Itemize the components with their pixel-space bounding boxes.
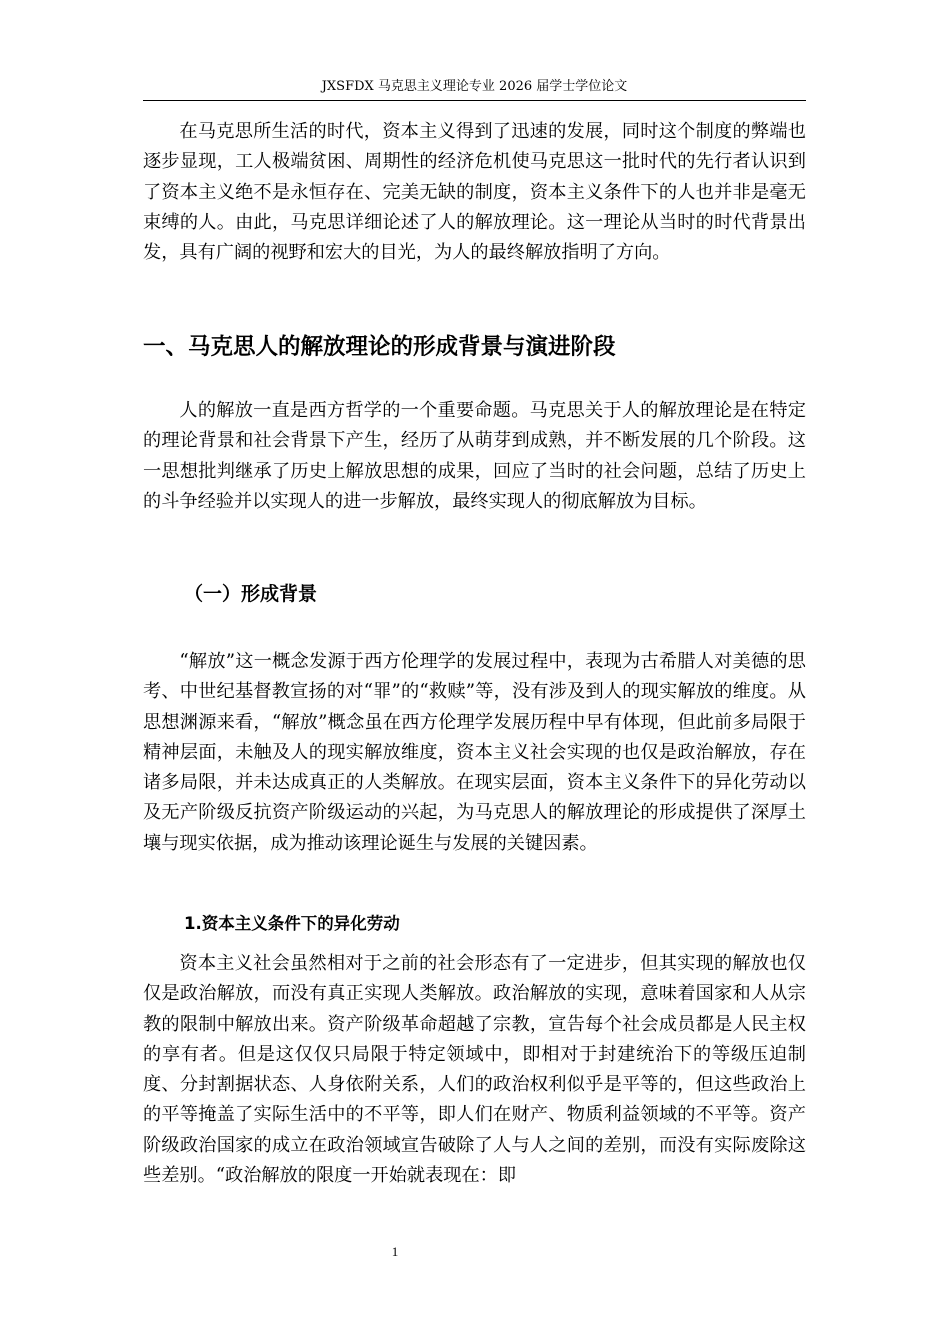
point-heading: 1.资本主义条件下的异化劳动 (184, 914, 400, 933)
subsection-heading: （一）形成背景 (184, 583, 318, 605)
intro-paragraph: 在马克思所生活的时代，资本主义得到了迅速的发展，同时这个制度的弊端也逐步显现，工人极端贫困、周期性的经济危机使马克思这一批时代的先行者认识到了资本主义绝不是永恒存在、完美无缺的制度，资本主义条件下的人也并非是毫无束缚的人。由此，马克思详细论述了人的解放理论。这一理论从当时的时代背景出发，具有广阔的视野和宏大的目光，为人的最终解放指明了方向。 (143, 121, 806, 264)
point-paragraph: 资本主义社会虽然相对于之前的社会形态有了一定进步，但其实现的解放也仅仅是政治解放，而没有真正实现人类解放。政治解放的实现，意味着国家和人从宗教的限制中解放出来。资产阶级革命超越了宗教，宣告每个社会成员都是人民主权的享有者。但是这仅仅只局限于特定领域中，即相对于封建统治下的等级压迫制度、分封割据状态、人身依附关系，人们的政治权利似乎是平等的，但这些政治上的平等掩盖了实际生活中的不平等，即人们在财产、物质利益领域的不平等。资产阶级政治国家的成立在政治领域宣告破除了人与人之间的差别，而没有实际废除这些差别。“政治解放的限度一开始就表现在：即 (143, 953, 806, 1187)
section-paragraph: 人的解放一直是西方哲学的一个重要命题。马克思关于人的解放理论是在特定的理论背景和社会背景下产生，经历了从萌芽到成熟，并不断发展的几个阶段。这一思想批判继承了历史上解放思想的成果，回应了当时的社会问题，总结了历史上的斗争经验并以实现人的进一步解放，最终实现人的彻底解放为目标。 (143, 400, 806, 512)
subsection-paragraph: “解放”这一概念发源于西方伦理学的发展过程中，表现为古希腊人对美德的思考、中世纪基督教宣扬的对“罪”的“救赎”等，没有涉及到人的现实解放的维度。从思想渊源来看，“解放”概念虽在西方伦理学发展历程中早有体现，但此前多局限于精神层面，未触及人的现实解放维度，资本主义社会实现的也仅是政治解放，存在诸多局限，并未达成真正的人类解放。在现实层面，资本主义条件下的异化劳动以及无产阶级反抗资产阶级运动的兴起，为马克思人的解放理论的形成提供了深厚土壤与现实依据，成为推动该理论诞生与发展的关键因素。 (143, 651, 806, 854)
page-number: 1 (391, 1244, 399, 1259)
header-rule (143, 100, 806, 101)
section-heading: 一、马克思人的解放理论的形成背景与演进阶段 (143, 334, 616, 360)
running-header: JXSFDX 马克思主义理论专业 2026 届学士学位论文 (321, 79, 628, 94)
